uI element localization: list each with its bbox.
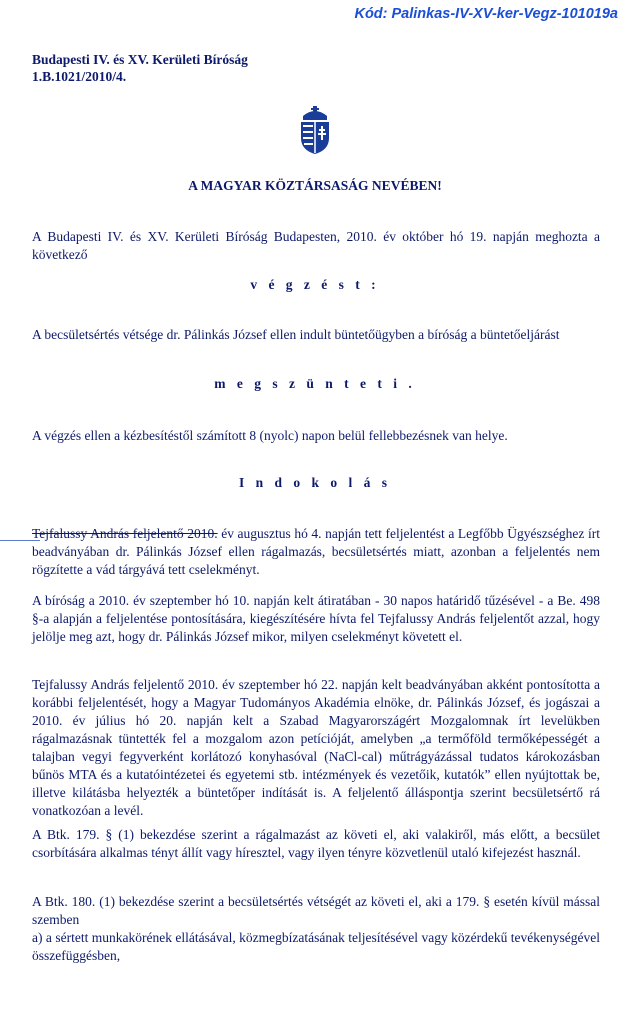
paragraph-1-text: év augusztus hó 4. napján tett feljelentést a Legfőbb Ügyészséghez írt beadványában dr. Pálinkás József ellen rágalmazás, becsületsértés miatt, azonban a feljelentés nem rögzítette a vád tárgyává tett cselekményt. <box>32 526 600 577</box>
paragraph-1 <box>32 525 600 579</box>
paragraph-2: A bíróság a 2010. év szeptember hó 10. napján kelt átiratában - 30 napos határidő tűzésével - a Be. 498 §-a alapján a feljelentése pontosítására, kiegészítésére hívta fel Tejfalussy András feljelentőt azzal, hogy jelölje meg azt, hogy dr. Pálinkás József mikor, milyen cselekményt követett el. <box>32 593 600 644</box>
indokolas-heading: I n d o k o l á s <box>238 475 392 490</box>
case-paragraph: A becsületsértés vétsége dr. Pálinkás József ellen indult büntetőügyben a bíróság a büntetőeljárást <box>32 327 560 342</box>
intro-paragraph: A Budapesti IV. és XV. Kerületi Bíróság Budapesten, 2010. év október hó 19. napján meghozta a következő <box>32 229 600 262</box>
court-header <box>32 51 248 85</box>
struck-text: Tejfalussy András feljelentő 2010. <box>32 526 218 541</box>
case-number: 1.B.1021/2010/4. <box>32 69 127 84</box>
paragraph-4: A Btk. 179. § (1) bekezdése szerint a rágalmazást az követi el, aki valakiről, más előtt, a becsület csorbítására alkalmas tényt állít vagy híresztel, vagy ilyen tényre közvetlenül utaló kifejezést használ. <box>32 827 600 860</box>
vegzest-heading: v é g z é s t : <box>250 277 380 292</box>
document-title: A MAGYAR KÖZTÁRSASÁG NEVÉBEN! <box>188 178 442 193</box>
paragraph-6: a) a sértett munkakörének ellátásával, közmegbízatásának teljesítésével vagy közérdekű tevékenységével összefüggésben, <box>32 930 600 963</box>
hungarian-coat-of-arms-icon <box>297 104 333 156</box>
megszunteti-heading: m e g s z ü n t e t i . <box>214 376 416 391</box>
paragraph-5: A Btk. 180. (1) bekezdése szerint a becsületsértés vétségét az követi el, aki a 179. § esetén kívül mással szemben <box>32 894 600 927</box>
document-code: Kód: Palinkas-IV-XV-ker-Vegz-101019a <box>354 6 618 22</box>
court-name: Budapesti IV. és XV. Kerületi Bíróság <box>32 52 248 67</box>
appeal-paragraph: A végzés ellen a kézbesítéstől számított 8 (nyolc) napon belül fellebbezésnek van helye. <box>32 428 508 443</box>
paragraph-3: Tejfalussy András feljelentő 2010. év szeptember hó 22. napján kelt beadványában akként pontosította a korábbi feljelentését, hogy a Magyar Tudományos Akadémia elnöke, dr. Pálinkás József, és jogászai a 2010. év július hó 20. napján kelt a Szabad Magyarországért Mozgalomnak írt levelükben rágalmazásnak tüntették fel a mozgalom azon petícióját, amelyben „a termőföld termőképességét a talajban vegyi fegyverként korlátozó konyhasóval (NaCl-cal) műtrágyázással tudatos károkozásban bűnös MTA és a kutatóintézetei és egyetemi stb. intézmények és vezetőik, kutatók” ellen nyújtottak be, illetve kilátásba helyezték a büntetőper indítását is. A feljelentő álláspontja szerint becsületsértő rá vonatkozóan a levél. <box>32 677 600 818</box>
